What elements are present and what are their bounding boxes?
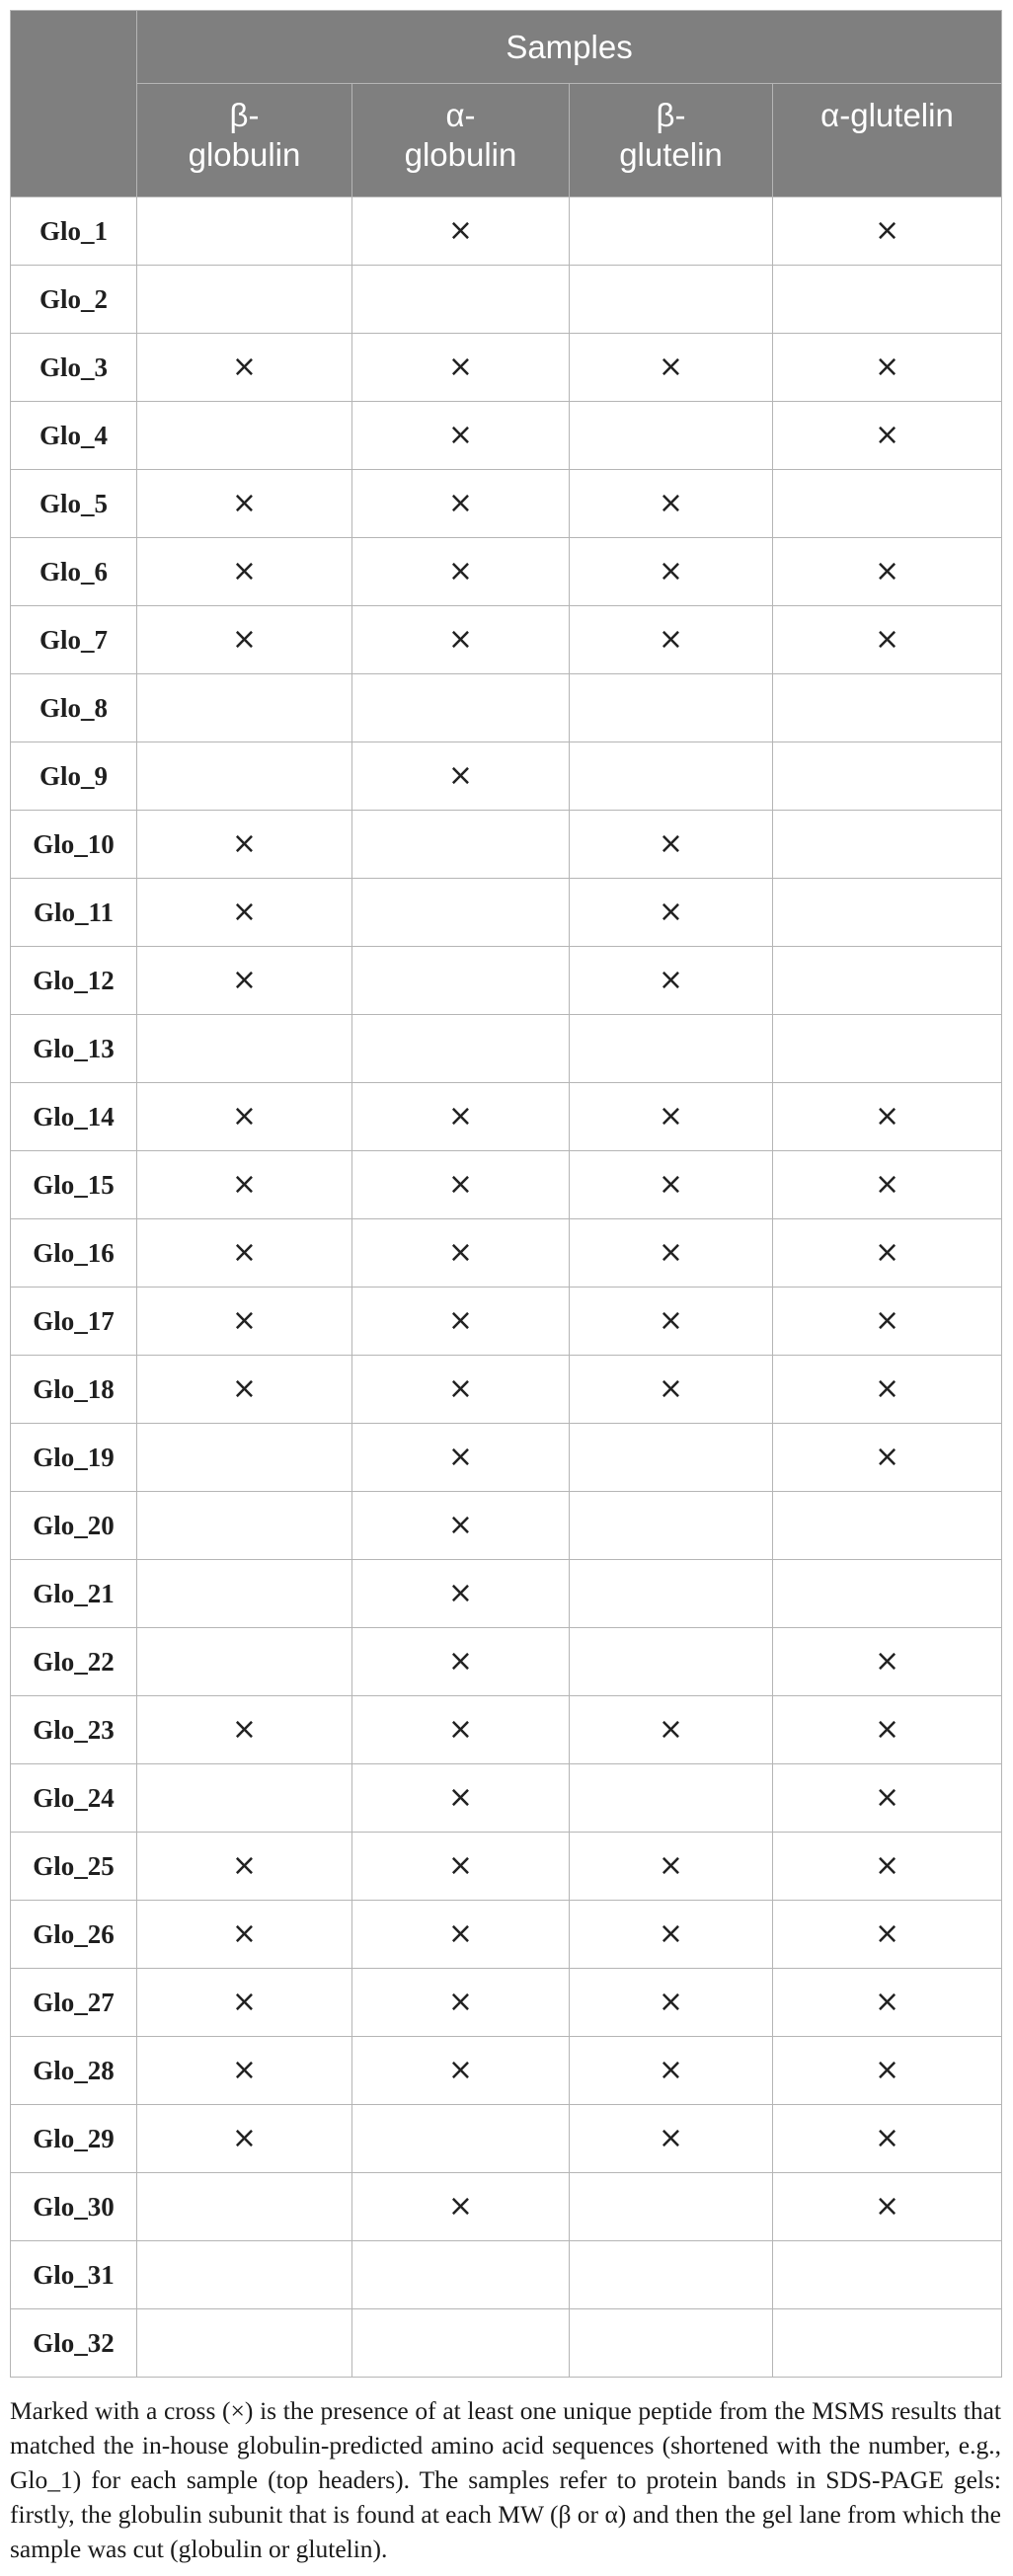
header-corner-cell xyxy=(11,11,137,197)
presence-cell xyxy=(137,1696,352,1764)
presence-cell xyxy=(773,1833,1002,1901)
row-label: Glo_26 xyxy=(11,1901,137,1969)
cross-mark-icon: × xyxy=(874,554,900,588)
cross-mark-icon: × xyxy=(231,1712,258,1747)
table-body xyxy=(11,197,1002,2378)
cross-mark-icon: × xyxy=(447,350,474,384)
row-label: Glo_27 xyxy=(11,1969,137,2037)
presence-cell xyxy=(570,197,773,266)
cross-mark-icon: × xyxy=(658,1303,684,1338)
row-label: Glo_10 xyxy=(11,811,137,879)
presence-cell xyxy=(570,538,773,606)
presence-cell xyxy=(352,1424,570,1492)
table-footnote: Marked with a cross (×) is the presence of at least one unique peptide from the MSMS results that matched the in-house globulin-predicted amino acid sequences (shortened with the number, e.g., Glo_1) for each sample (top headers). The samples refer to protein bands in SDS-PAGE gels: firstly, the globulin subunit that is found at each MW (β or α) and then the gel lane from which the sample was cut (globulin or glutelin). xyxy=(10,2395,1001,2563)
row-label: Glo_25 xyxy=(11,1833,137,1901)
presence-cell xyxy=(570,402,773,470)
column-header-label: β- globulin xyxy=(188,97,301,173)
presence-cell xyxy=(352,811,570,879)
cross-mark-icon: × xyxy=(874,1780,900,1815)
column-header-label: β- glutelin xyxy=(619,97,723,173)
cross-mark-icon: × xyxy=(447,1916,474,1951)
cross-mark-icon: × xyxy=(447,758,474,793)
presence-cell xyxy=(352,1833,570,1901)
presence-cell xyxy=(773,879,1002,947)
table-container xyxy=(10,10,1001,2378)
presence-cell xyxy=(137,2173,352,2241)
presence-cell xyxy=(570,2173,773,2241)
cross-mark-icon: × xyxy=(874,2053,900,2087)
presence-cell xyxy=(570,266,773,334)
cross-mark-icon: × xyxy=(447,2053,474,2087)
cross-mark-icon: × xyxy=(658,1099,684,1133)
presence-cell xyxy=(137,742,352,811)
cross-mark-icon: × xyxy=(231,1303,258,1338)
presence-cell xyxy=(773,606,1002,674)
row-label: Glo_30 xyxy=(11,2173,137,2241)
presence-cell xyxy=(773,538,1002,606)
cross-mark-icon: × xyxy=(874,1985,900,2019)
row-label: Glo_21 xyxy=(11,1560,137,1628)
cross-mark-icon: × xyxy=(447,1440,474,1474)
presence-cell xyxy=(773,1015,1002,1083)
presence-cell xyxy=(570,2241,773,2309)
table-row xyxy=(11,1356,1002,1424)
presence-cell xyxy=(773,402,1002,470)
cross-mark-icon: × xyxy=(447,213,474,248)
header-group-row xyxy=(11,11,1002,84)
cross-mark-icon: × xyxy=(658,486,684,520)
presence-cell xyxy=(352,742,570,811)
presence-cell xyxy=(352,1288,570,1356)
cross-mark-icon: × xyxy=(874,1440,900,1474)
row-label: Glo_32 xyxy=(11,2309,137,2378)
column-header-label: α- globulin xyxy=(404,97,517,173)
cross-mark-icon: × xyxy=(447,1780,474,1815)
row-label: Glo_13 xyxy=(11,1015,137,1083)
presence-cell xyxy=(352,947,570,1015)
table-row xyxy=(11,1151,1002,1219)
presence-cell xyxy=(137,1560,352,1628)
presence-cell xyxy=(137,334,352,402)
table-row xyxy=(11,947,1002,1015)
presence-cell xyxy=(570,1356,773,1424)
presence-cell xyxy=(137,674,352,742)
presence-cell xyxy=(773,947,1002,1015)
presence-cell xyxy=(773,1288,1002,1356)
column-header xyxy=(352,84,570,197)
presence-cell xyxy=(137,1492,352,1560)
cross-mark-icon: × xyxy=(658,2053,684,2087)
cross-mark-icon: × xyxy=(447,1712,474,1747)
presence-cell xyxy=(137,538,352,606)
cross-mark-icon: × xyxy=(447,1985,474,2019)
presence-cell xyxy=(570,1901,773,1969)
presence-cell xyxy=(570,742,773,811)
cross-mark-icon: × xyxy=(874,418,900,452)
cross-mark-icon: × xyxy=(231,1235,258,1270)
cross-mark-icon: × xyxy=(447,486,474,520)
cross-mark-icon: × xyxy=(231,350,258,384)
cross-mark-icon: × xyxy=(447,1235,474,1270)
presence-cell xyxy=(773,1151,1002,1219)
presence-cell xyxy=(773,2105,1002,2173)
presence-cell xyxy=(352,1696,570,1764)
table-row xyxy=(11,879,1002,947)
table-row xyxy=(11,402,1002,470)
presence-cell xyxy=(352,1969,570,2037)
cross-mark-icon: × xyxy=(874,622,900,657)
presence-cell xyxy=(773,2241,1002,2309)
header-samples: Samples xyxy=(137,11,1002,84)
presence-cell xyxy=(352,2241,570,2309)
cross-mark-icon: × xyxy=(874,1916,900,1951)
presence-cell xyxy=(137,811,352,879)
presence-cell xyxy=(773,197,1002,266)
presence-cell xyxy=(570,1628,773,1696)
column-header-label: α-glutelin xyxy=(820,97,954,133)
cross-mark-icon: × xyxy=(447,2189,474,2224)
cross-mark-icon: × xyxy=(447,1371,474,1406)
cross-mark-icon: × xyxy=(447,1848,474,1883)
cross-mark-icon: × xyxy=(874,1303,900,1338)
presence-cell xyxy=(570,1969,773,2037)
table-row xyxy=(11,1288,1002,1356)
row-label: Glo_22 xyxy=(11,1628,137,1696)
table-row xyxy=(11,1969,1002,2037)
table-row xyxy=(11,2309,1002,2378)
presence-cell xyxy=(352,1015,570,1083)
presence-cell xyxy=(352,1219,570,1288)
presence-cell xyxy=(137,947,352,1015)
presence-cell xyxy=(137,2037,352,2105)
presence-cell xyxy=(570,1833,773,1901)
presence-cell xyxy=(137,197,352,266)
cross-mark-icon: × xyxy=(231,2121,258,2155)
presence-cell xyxy=(570,2105,773,2173)
presence-cell xyxy=(570,2037,773,2105)
cross-mark-icon: × xyxy=(658,963,684,997)
presence-cell xyxy=(352,1628,570,1696)
presence-cell xyxy=(773,1901,1002,1969)
row-label: Glo_6 xyxy=(11,538,137,606)
presence-cell xyxy=(773,1560,1002,1628)
presence-cell xyxy=(352,538,570,606)
cross-mark-icon: × xyxy=(658,895,684,929)
presence-cell xyxy=(137,1015,352,1083)
cross-mark-icon: × xyxy=(447,1644,474,1678)
peptide-presence-table xyxy=(10,10,1002,2378)
row-label: Glo_11 xyxy=(11,879,137,947)
cross-mark-icon: × xyxy=(231,1167,258,1202)
cross-mark-icon: × xyxy=(874,1167,900,1202)
presence-cell xyxy=(352,266,570,334)
cross-mark-icon: × xyxy=(231,622,258,657)
presence-cell xyxy=(352,1083,570,1151)
presence-cell xyxy=(352,334,570,402)
presence-cell xyxy=(773,674,1002,742)
cross-mark-icon: × xyxy=(658,1712,684,1747)
cross-mark-icon: × xyxy=(447,554,474,588)
presence-cell xyxy=(570,470,773,538)
presence-cell xyxy=(137,1083,352,1151)
cross-mark-icon: × xyxy=(231,554,258,588)
presence-cell xyxy=(773,742,1002,811)
presence-cell xyxy=(352,2105,570,2173)
cross-mark-icon: × xyxy=(447,1303,474,1338)
cross-mark-icon: × xyxy=(658,1371,684,1406)
presence-cell xyxy=(773,2037,1002,2105)
presence-cell xyxy=(773,1424,1002,1492)
presence-cell xyxy=(352,1764,570,1833)
presence-cell xyxy=(137,1219,352,1288)
cross-mark-icon: × xyxy=(874,2189,900,2224)
presence-cell xyxy=(137,1764,352,1833)
row-label: Glo_3 xyxy=(11,334,137,402)
cross-mark-icon: × xyxy=(231,1371,258,1406)
cross-mark-icon: × xyxy=(658,826,684,861)
cross-mark-icon: × xyxy=(447,1576,474,1610)
table-row xyxy=(11,1833,1002,1901)
presence-cell xyxy=(773,1628,1002,1696)
presence-cell xyxy=(352,674,570,742)
presence-cell xyxy=(570,1151,773,1219)
presence-cell xyxy=(137,1969,352,2037)
row-label: Glo_15 xyxy=(11,1151,137,1219)
cross-mark-icon: × xyxy=(231,1916,258,1951)
cross-mark-icon: × xyxy=(874,1644,900,1678)
presence-cell xyxy=(137,1356,352,1424)
presence-cell xyxy=(352,879,570,947)
column-header xyxy=(773,84,1002,197)
cross-mark-icon: × xyxy=(231,1985,258,2019)
cross-mark-icon: × xyxy=(658,2121,684,2155)
presence-cell xyxy=(570,1492,773,1560)
presence-cell xyxy=(570,811,773,879)
presence-cell xyxy=(137,402,352,470)
cross-mark-icon: × xyxy=(231,826,258,861)
presence-cell xyxy=(352,470,570,538)
presence-cell xyxy=(570,2309,773,2378)
presence-cell xyxy=(773,1969,1002,2037)
presence-cell xyxy=(570,674,773,742)
presence-cell xyxy=(773,811,1002,879)
presence-cell xyxy=(773,1356,1002,1424)
table-row xyxy=(11,1219,1002,1288)
presence-cell xyxy=(137,1151,352,1219)
presence-cell xyxy=(773,1764,1002,1833)
table-row xyxy=(11,334,1002,402)
presence-cell xyxy=(137,1288,352,1356)
cross-mark-icon: × xyxy=(658,1235,684,1270)
presence-cell xyxy=(570,1560,773,1628)
presence-cell xyxy=(570,1764,773,1833)
cross-mark-icon: × xyxy=(658,350,684,384)
row-label: Glo_20 xyxy=(11,1492,137,1560)
table-row xyxy=(11,1764,1002,1833)
row-label: Glo_8 xyxy=(11,674,137,742)
column-header xyxy=(570,84,773,197)
presence-cell xyxy=(137,1628,352,1696)
row-label: Glo_16 xyxy=(11,1219,137,1288)
cross-mark-icon: × xyxy=(658,554,684,588)
row-label: Glo_23 xyxy=(11,1696,137,1764)
table-row xyxy=(11,742,1002,811)
row-label: Glo_7 xyxy=(11,606,137,674)
row-label: Glo_4 xyxy=(11,402,137,470)
cross-mark-icon: × xyxy=(447,1099,474,1133)
table-row xyxy=(11,266,1002,334)
table-row xyxy=(11,1083,1002,1151)
presence-cell xyxy=(137,266,352,334)
table-row xyxy=(11,1696,1002,1764)
presence-cell xyxy=(137,470,352,538)
table-row xyxy=(11,2105,1002,2173)
cross-mark-icon: × xyxy=(447,622,474,657)
row-label: Glo_28 xyxy=(11,2037,137,2105)
presence-cell xyxy=(352,606,570,674)
row-label: Glo_12 xyxy=(11,947,137,1015)
presence-cell xyxy=(352,1560,570,1628)
presence-cell xyxy=(773,2309,1002,2378)
row-label: Glo_14 xyxy=(11,1083,137,1151)
cross-mark-icon: × xyxy=(658,622,684,657)
table-row xyxy=(11,197,1002,266)
table-header xyxy=(11,11,1002,197)
presence-cell xyxy=(137,1901,352,1969)
cross-mark-icon: × xyxy=(231,963,258,997)
cross-mark-icon: × xyxy=(658,1916,684,1951)
presence-cell xyxy=(570,947,773,1015)
cross-mark-icon: × xyxy=(231,2053,258,2087)
column-header xyxy=(137,84,352,197)
presence-cell xyxy=(570,1696,773,1764)
presence-cell xyxy=(570,606,773,674)
presence-cell xyxy=(570,1083,773,1151)
presence-cell xyxy=(137,2241,352,2309)
presence-cell xyxy=(352,1492,570,1560)
presence-cell xyxy=(570,1424,773,1492)
presence-cell xyxy=(137,2309,352,2378)
table-row xyxy=(11,811,1002,879)
table-row xyxy=(11,470,1002,538)
cross-mark-icon: × xyxy=(231,1099,258,1133)
row-label: Glo_1 xyxy=(11,197,137,266)
cross-mark-icon: × xyxy=(874,350,900,384)
table-row xyxy=(11,1560,1002,1628)
table-row xyxy=(11,1492,1002,1560)
cross-mark-icon: × xyxy=(447,418,474,452)
table-row xyxy=(11,2173,1002,2241)
presence-cell xyxy=(773,2173,1002,2241)
cross-mark-icon: × xyxy=(231,1848,258,1883)
cross-mark-icon: × xyxy=(874,2121,900,2155)
presence-cell xyxy=(137,2105,352,2173)
presence-cell xyxy=(570,1015,773,1083)
presence-cell xyxy=(773,334,1002,402)
row-label: Glo_19 xyxy=(11,1424,137,1492)
cross-mark-icon: × xyxy=(874,213,900,248)
presence-cell xyxy=(352,1901,570,1969)
row-label: Glo_24 xyxy=(11,1764,137,1833)
cross-mark-icon: × xyxy=(447,1167,474,1202)
table-row xyxy=(11,2241,1002,2309)
presence-cell xyxy=(773,1696,1002,1764)
cross-mark-icon: × xyxy=(658,1848,684,1883)
row-label: Glo_9 xyxy=(11,742,137,811)
table-row xyxy=(11,1424,1002,1492)
row-label: Glo_29 xyxy=(11,2105,137,2173)
table-row xyxy=(11,606,1002,674)
presence-cell xyxy=(137,606,352,674)
cross-mark-icon: × xyxy=(658,1167,684,1202)
presence-cell xyxy=(137,879,352,947)
cross-mark-icon: × xyxy=(874,1848,900,1883)
presence-cell xyxy=(137,1833,352,1901)
presence-cell xyxy=(352,1151,570,1219)
presence-cell xyxy=(352,1356,570,1424)
presence-cell xyxy=(352,197,570,266)
presence-cell xyxy=(773,266,1002,334)
header-columns-row xyxy=(11,84,1002,197)
row-label: Glo_5 xyxy=(11,470,137,538)
presence-cell xyxy=(570,879,773,947)
presence-cell xyxy=(352,402,570,470)
cross-mark-icon: × xyxy=(231,895,258,929)
presence-cell xyxy=(352,2309,570,2378)
cross-mark-icon: × xyxy=(658,1985,684,2019)
presence-cell xyxy=(773,470,1002,538)
cross-mark-icon: × xyxy=(231,486,258,520)
presence-cell xyxy=(352,2037,570,2105)
cross-mark-icon: × xyxy=(874,1371,900,1406)
table-row xyxy=(11,674,1002,742)
cross-mark-icon: × xyxy=(874,1712,900,1747)
presence-cell xyxy=(773,1492,1002,1560)
row-label: Glo_18 xyxy=(11,1356,137,1424)
presence-cell xyxy=(773,1083,1002,1151)
presence-cell xyxy=(137,1424,352,1492)
table-row xyxy=(11,1015,1002,1083)
table-row xyxy=(11,538,1002,606)
presence-cell xyxy=(773,1219,1002,1288)
presence-cell xyxy=(352,2173,570,2241)
cross-mark-icon: × xyxy=(874,1235,900,1270)
row-label: Glo_17 xyxy=(11,1288,137,1356)
table-row xyxy=(11,1628,1002,1696)
presence-cell xyxy=(570,1219,773,1288)
cross-mark-icon: × xyxy=(447,1508,474,1542)
presence-cell xyxy=(570,1288,773,1356)
row-label: Glo_31 xyxy=(11,2241,137,2309)
cross-mark-icon: × xyxy=(874,1099,900,1133)
table-row xyxy=(11,2037,1002,2105)
table-row xyxy=(11,1901,1002,1969)
row-label: Glo_2 xyxy=(11,266,137,334)
presence-cell xyxy=(570,334,773,402)
